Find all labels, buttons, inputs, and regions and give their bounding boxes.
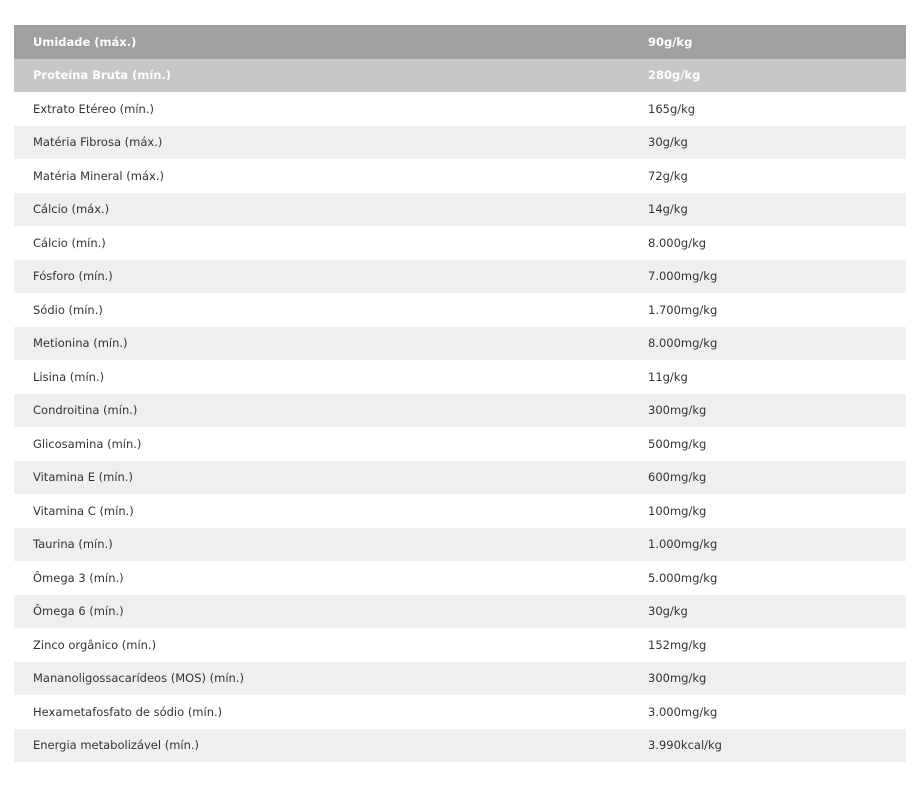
nutrient-name: Umidade (máx.) <box>33 34 137 49</box>
table-row <box>14 193 906 227</box>
nutrient-name: Vitamina E (mín.) <box>33 470 133 485</box>
table-row <box>14 92 906 126</box>
nutrient-name: Cálcio (mín.) <box>33 235 106 250</box>
nutrient-name: Extrato Etéreo (mín.) <box>33 101 154 116</box>
nutrition-table <box>14 25 906 762</box>
nutrient-name: Matéria Fibrosa (máx.) <box>33 135 163 150</box>
nutrient-value: 100mg/kg <box>648 503 707 518</box>
table-row <box>14 226 906 260</box>
nutrient-value: 300mg/kg <box>648 671 707 686</box>
nutrient-value: 3.000mg/kg <box>648 704 718 719</box>
nutrient-value: 30g/kg <box>648 604 688 619</box>
table-row <box>14 628 906 662</box>
nutrient-value: 1.700mg/kg <box>648 302 718 317</box>
table-row <box>14 25 906 59</box>
nutrient-name: Ômega 3 (mín.) <box>33 570 124 585</box>
table-row <box>14 260 906 294</box>
nutrient-value: 280g/kg <box>648 68 701 83</box>
nutrient-name: Proteína Bruta (mín.) <box>33 68 172 83</box>
table-row <box>14 427 906 461</box>
table-row <box>14 595 906 629</box>
table-row <box>14 59 906 93</box>
nutrient-name: Ômega 6 (mín.) <box>33 604 124 619</box>
nutrient-value: 1.000mg/kg <box>648 537 718 552</box>
nutrient-name: Sódio (mín.) <box>33 302 103 317</box>
nutrient-name: Lisina (mín.) <box>33 369 105 384</box>
nutrient-value: 165g/kg <box>648 101 696 116</box>
table-row <box>14 159 906 193</box>
nutrient-value: 8.000g/kg <box>648 235 707 250</box>
nutrient-value: 500mg/kg <box>648 436 707 451</box>
table-row <box>14 695 906 729</box>
nutrient-name: Zinco orgânico (mín.) <box>33 637 157 652</box>
nutrient-value: 8.000mg/kg <box>648 336 718 351</box>
nutrient-name: Taurina (mín.) <box>33 537 113 552</box>
nutrient-name: Hexametafosfato de sódio (mín.) <box>33 704 223 719</box>
nutrient-value: 152mg/kg <box>648 637 707 652</box>
nutrient-value: 7.000mg/kg <box>648 269 718 284</box>
nutrient-name: Glicosamina (mín.) <box>33 436 142 451</box>
table-row <box>14 662 906 696</box>
nutrient-name: Matéria Mineral (máx.) <box>33 168 164 183</box>
nutrient-value: 300mg/kg <box>648 403 707 418</box>
table-row <box>14 126 906 160</box>
nutrient-value: 600mg/kg <box>648 470 707 485</box>
nutrient-name: Condroitina (mín.) <box>33 403 138 418</box>
table-row <box>14 729 906 763</box>
table-row <box>14 360 906 394</box>
nutrient-value: 5.000mg/kg <box>648 570 718 585</box>
nutrient-name: Fósforo (mín.) <box>33 269 113 284</box>
nutrient-name: Mananoligossacarídeos (MOS) (mín.) <box>33 671 244 686</box>
table-row <box>14 494 906 528</box>
nutrient-value: 30g/kg <box>648 135 688 150</box>
nutrient-value: 90g/kg <box>648 34 693 49</box>
nutrient-value: 72g/kg <box>648 168 688 183</box>
table-row <box>14 327 906 361</box>
nutrient-name: Metionina (mín.) <box>33 336 128 351</box>
nutrient-value: 14g/kg <box>648 202 688 217</box>
nutrient-value: 3.990kcal/kg <box>648 738 722 753</box>
nutrient-name: Vitamina C (mín.) <box>33 503 134 518</box>
nutrient-name: Energia metabolizável (mín.) <box>33 738 200 753</box>
table-row <box>14 293 906 327</box>
table-row <box>14 528 906 562</box>
table-row <box>14 394 906 428</box>
nutrient-name: Cálcio (máx.) <box>33 202 110 217</box>
nutrient-value: 11g/kg <box>648 369 688 384</box>
table-row <box>14 561 906 595</box>
table-row <box>14 461 906 495</box>
